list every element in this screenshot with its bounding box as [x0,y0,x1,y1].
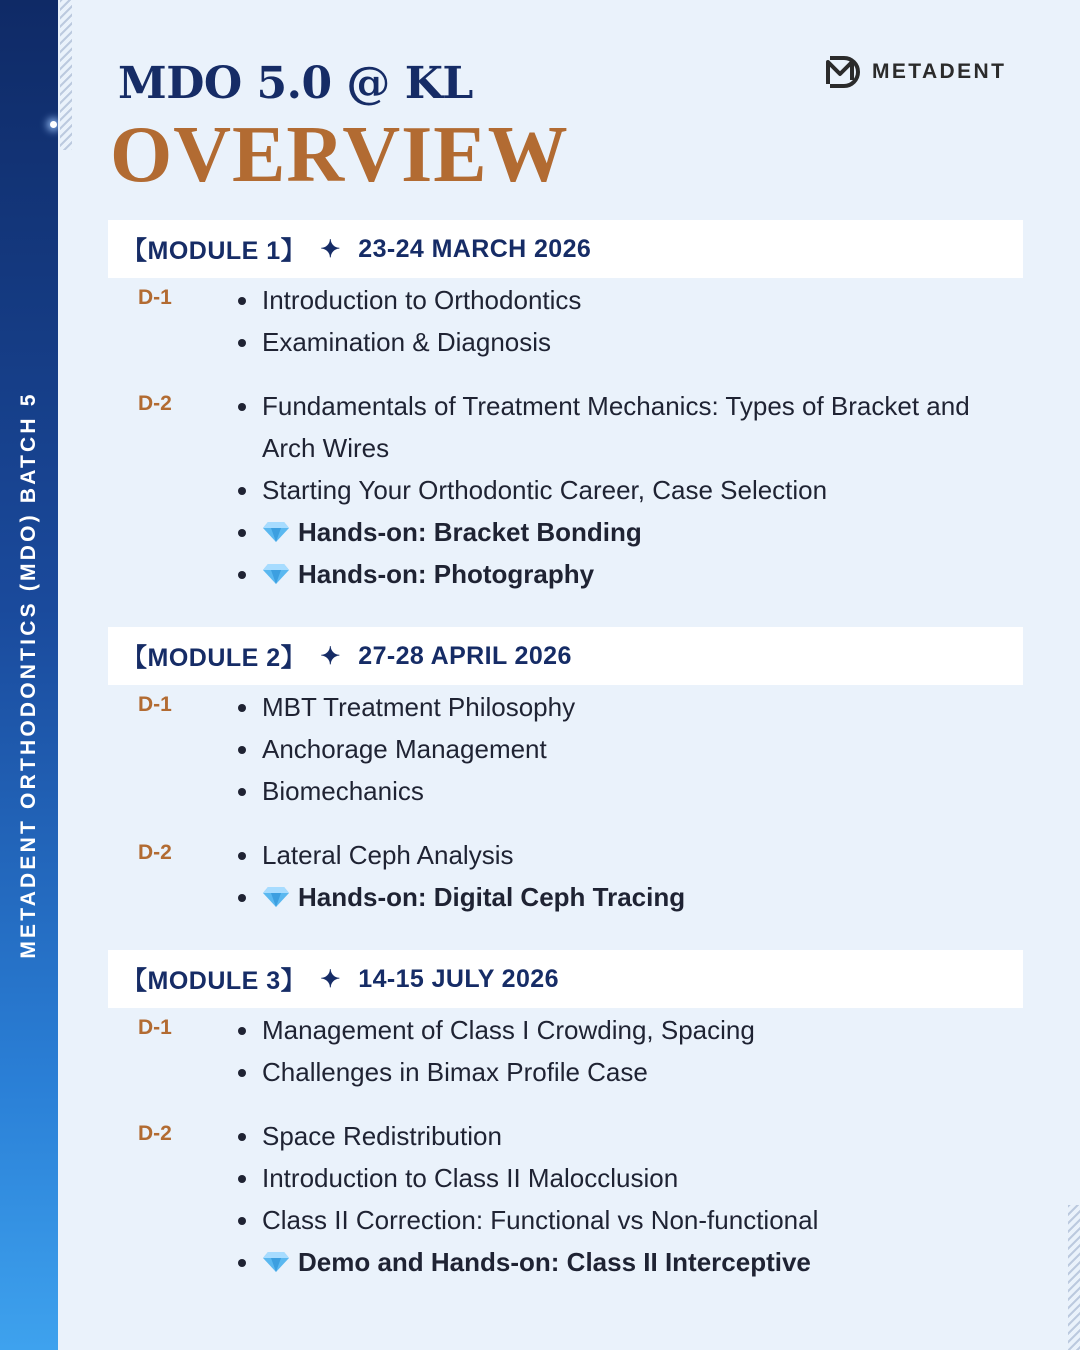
list-item: Anchorage Management [232,728,1007,770]
page-title: MDO 5.0 @ KL [118,58,473,109]
gem-icon [262,563,290,585]
module-1-day-1-list [232,279,1007,363]
day-label: D-1 [138,693,172,716]
module-date: 14-15 JULY 2026 [358,964,559,993]
list-item-text: Hands-on: Photography [298,559,595,589]
module-label: 【MODULE 1】 [122,237,307,265]
day-label: D-2 [138,392,172,415]
list-item-hands-on [232,511,1007,553]
gem-icon [262,521,290,543]
list-item: Introduction to Class II Malocclusion [232,1157,1007,1199]
day-label: D-1 [138,1016,172,1039]
list-item: Management of Class I Crowding, Spacing [232,1009,1007,1051]
module-2-day-2-list [232,834,1007,918]
sidebar-text: METADENT ORTHODONTICS (MDO) BATCH 5 [17,391,40,959]
module-3-day-2-list [232,1115,1007,1283]
page-subtitle: OVERVIEW [110,111,569,199]
star-icon: ✦ [320,965,341,993]
gem-icon [262,886,290,908]
list-item: Examination & Diagnosis [232,321,1007,363]
list-item-hands-on [232,876,1007,918]
day-label: D-2 [138,841,172,864]
module-3-day-1-list [232,1009,1007,1093]
module-2-header [108,627,1023,685]
metadent-logo-icon [824,52,862,92]
list-item: Lateral Ceph Analysis [232,834,1007,876]
module-label: 【MODULE 2】 [122,644,307,672]
sidebar [0,0,58,1350]
list-item: MBT Treatment Philosophy [232,686,1007,728]
list-item: Challenges in Bimax Profile Case [232,1051,1007,1093]
module-1-header [108,220,1023,278]
list-item: Biomechanics [232,770,1007,812]
list-item: Class II Correction: Functional vs Non-functional [232,1199,1007,1241]
day-label: D-2 [138,1122,172,1145]
module-date: 27-28 APRIL 2026 [358,641,572,670]
list-item: Space Redistribution [232,1115,1007,1157]
module-3-header [108,950,1023,1008]
star-icon: ✦ [320,235,341,263]
list-item-hands-on [232,1241,1007,1283]
decor-stripe-top [60,0,72,150]
list-item: Fundamentals of Treatment Mechanics: Types of Bracket and Arch Wires [232,385,1007,469]
list-item: Starting Your Orthodontic Career, Case Selection [232,469,1007,511]
list-item: Introduction to Orthodontics [232,279,1007,321]
module-1-day-2-list [232,385,1007,595]
module-label: 【MODULE 3】 [122,967,307,995]
list-item-hands-on [232,553,1007,595]
list-item-text: Hands-on: Bracket Bonding [298,517,642,547]
sparkle-dot [50,121,57,128]
gem-icon [262,1251,290,1273]
day-label: D-1 [138,286,172,309]
logo-text: METADENT [872,60,1007,83]
module-date: 23-24 MARCH 2026 [358,234,592,263]
module-2-day-1-list [232,686,1007,812]
decor-stripe-bottom [1068,1205,1080,1350]
list-item-text: Demo and Hands-on: Class II Interceptive [298,1247,811,1277]
metadent-logo [824,52,1006,92]
list-item-text: Hands-on: Digital Ceph Tracing [298,882,686,912]
star-icon: ✦ [320,642,341,670]
